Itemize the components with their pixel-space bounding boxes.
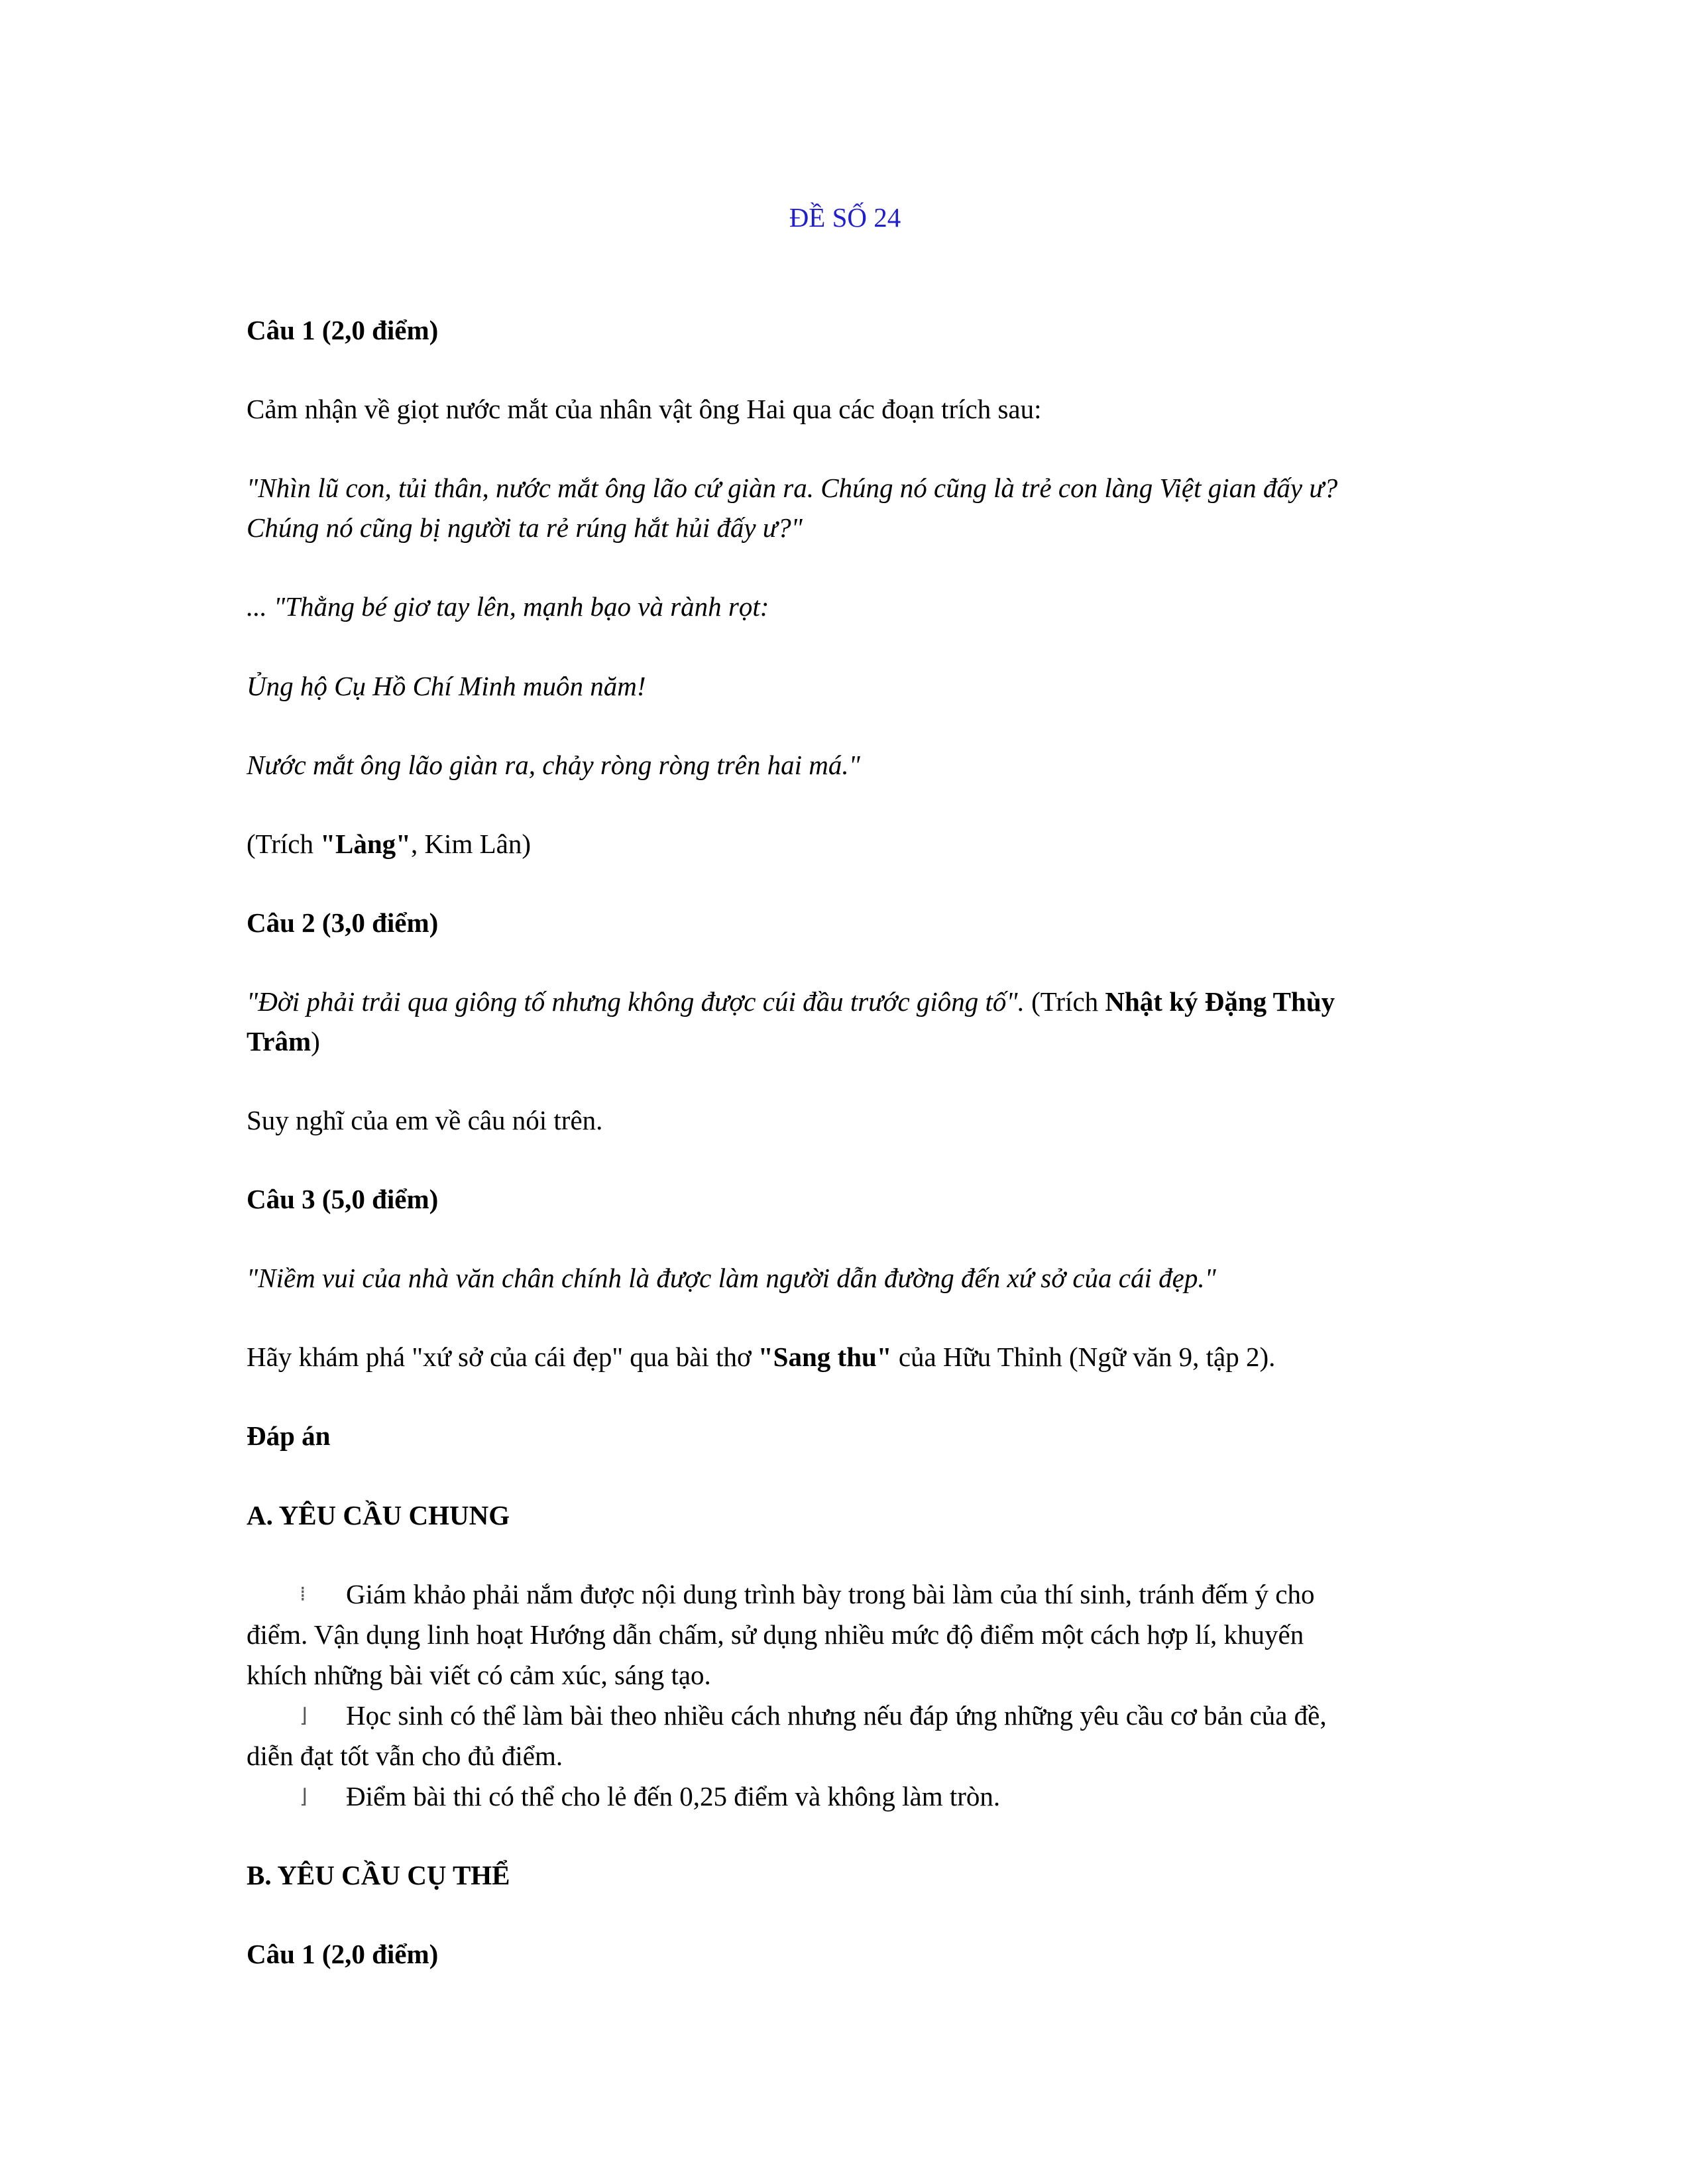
bullet-icon: ⌋: [300, 1785, 308, 1808]
question-1-prompt: Cảm nhận về giọt nước mắt của nhân vật ông Hai qua các đoạn trích sau:: [247, 394, 1042, 424]
question-3-prompt-prefix: Hãy khám phá "xứ sở của cái đẹp" qua bài thơ: [247, 1342, 758, 1372]
requirement-line: Học sinh có thể làm bài theo nhiều cách nhưng nếu đáp ứng những yêu cầu cơ bản của đề,: [346, 1700, 1327, 1731]
answer-question-1-heading: Câu 1 (2,0 điểm): [247, 1939, 439, 1969]
requirement-line: khích những bài viết có cảm xúc, sáng tạo.: [247, 1660, 711, 1690]
question-3-quote: "Niềm vui của nhà văn chân chính là được làm người dẫn đường đến xứ sở của cái đẹp.": [247, 1263, 1216, 1293]
question-2-source-suffix: ): [311, 1026, 320, 1057]
question-3-prompt-suffix: của Hữu Thỉnh (Ngữ văn 9, tập 2).: [891, 1342, 1276, 1372]
bullet-icon: ⁞: [300, 1583, 306, 1606]
question-1-heading: Câu 1 (2,0 điểm): [247, 315, 439, 345]
question-2-quote: "Đời phải trải qua giông tố nhưng không được cúi đầu trước giông tố".: [247, 986, 1025, 1017]
requirement-line: Giám khảo phải nắm được nội dung trình bày trong bài làm của thí sinh, tránh đếm ý cho: [346, 1579, 1315, 1609]
section-b-heading: B. YÊU CẦU CỤ THỂ: [247, 1860, 510, 1890]
question-1-quote-4: Nước mắt ông lão giàn ra, chảy ròng ròng trên hai má.": [247, 750, 860, 780]
question-2-source-prefix: (Trích: [1024, 986, 1105, 1017]
requirement-line: diễn đạt tốt vẫn cho đủ điểm.: [247, 1741, 563, 1771]
requirement-line: điểm. Vận dụng linh hoạt Hướng dẫn chấm, sử dụng nhiều mức độ điểm một cách hợp lí, khuyến: [247, 1619, 1304, 1650]
question-1-quote-2: ... "Thằng bé giơ tay lên, mạnh bạo và rành rọt:: [247, 591, 769, 622]
section-a-heading: A. YÊU CẦU CHUNG: [247, 1500, 510, 1530]
question-3-poem-title: "Sang thu": [758, 1342, 892, 1372]
question-3-prompt: [247, 1337, 1446, 1377]
answer-heading: Đáp án: [247, 1420, 331, 1451]
question-1-quote-line-2: Chúng nó cũng bị người ta rẻ rúng hắt hủi đấy ư?": [247, 512, 803, 543]
source-prefix: (Trích: [247, 829, 321, 859]
question-2-heading: Câu 2 (3,0 điểm): [247, 907, 439, 938]
question-1-source: [247, 824, 1446, 864]
question-2-prompt: Suy nghĩ của em về câu nói trên.: [247, 1105, 603, 1135]
question-1-quote-line-1: "Nhìn lũ con, tủi thân, nước mắt ông lão cứ giàn ra. Chúng nó cũng là trẻ con làng Việt gian đấy ư?: [247, 473, 1338, 503]
source-title: "Làng": [320, 829, 411, 859]
question-2-source-title-1: Nhật ký Đặng Thùy: [1105, 986, 1335, 1017]
requirement-item: [247, 1776, 1446, 1817]
question-3-heading: Câu 3 (5,0 điểm): [247, 1184, 439, 1214]
requirement-item: [247, 1695, 1446, 1776]
requirement-line: Điểm bài thi có thể cho lẻ đến 0,25 điểm và không làm tròn.: [346, 1781, 1001, 1811]
question-2-quote-line-2: [247, 1021, 1446, 1061]
question-2-quote-line-1: [247, 982, 1446, 1021]
bullet-icon: ⌋: [300, 1704, 308, 1727]
requirement-item: [247, 1574, 1446, 1695]
question-2-source-title-2: Trâm: [247, 1026, 311, 1057]
source-suffix: , Kim Lân): [410, 829, 531, 859]
page-title: ĐỀ SỐ 24: [789, 202, 901, 233]
question-1-quote-3: Ủng hộ Cụ Hồ Chí Minh muôn năm!: [247, 671, 646, 701]
